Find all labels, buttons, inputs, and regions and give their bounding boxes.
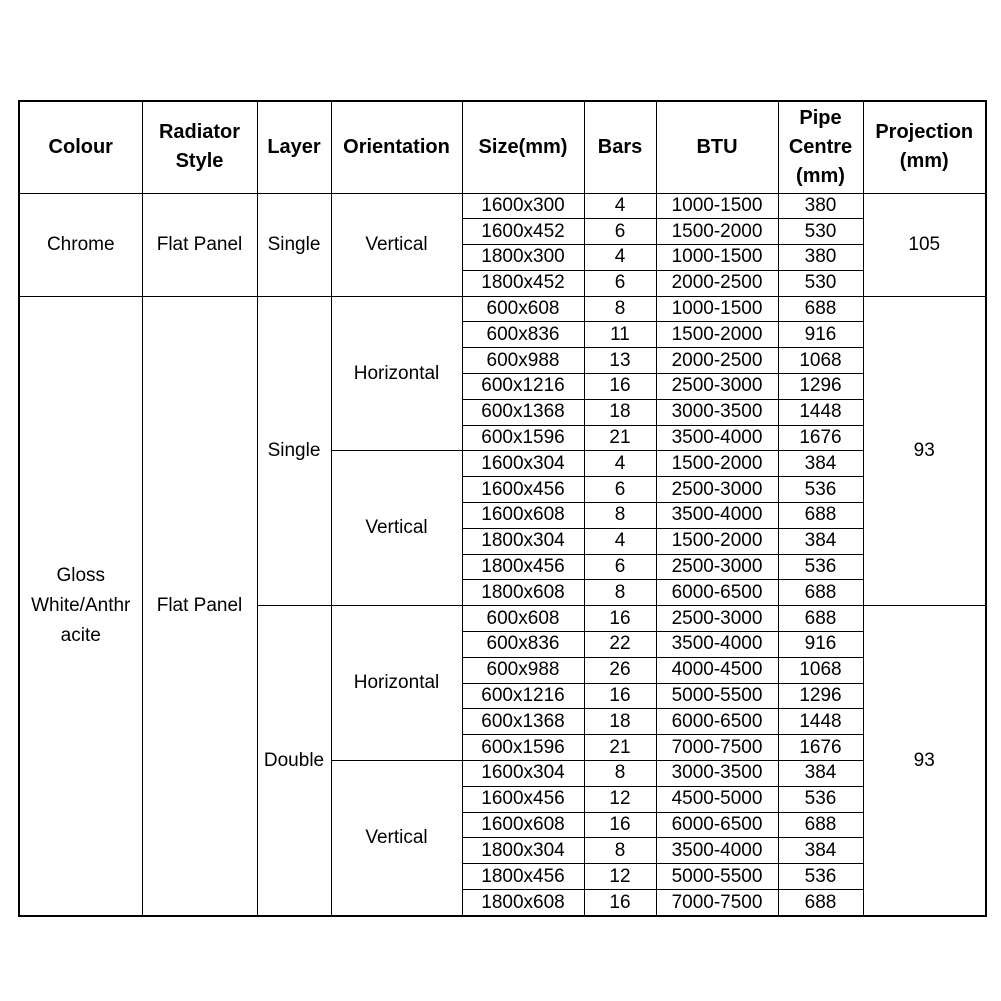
header-btu: BTU xyxy=(656,101,778,193)
bars-cell: 4 xyxy=(584,528,656,554)
pipe-centre-cell: 688 xyxy=(778,890,863,916)
pipe-centre-cell: 688 xyxy=(778,580,863,606)
btu-cell: 2500-3000 xyxy=(656,374,778,400)
bars-cell: 4 xyxy=(584,451,656,477)
size-cell: 600x836 xyxy=(462,322,584,348)
btu-cell: 2500-3000 xyxy=(656,606,778,632)
bars-cell: 12 xyxy=(584,864,656,890)
size-cell: 1600x300 xyxy=(462,193,584,219)
bars-cell: 16 xyxy=(584,890,656,916)
header-bars: Bars xyxy=(584,101,656,193)
orientation-cell: Vertical xyxy=(331,193,462,296)
pipe-centre-cell: 384 xyxy=(778,761,863,787)
header-colour: Colour xyxy=(19,101,142,193)
orientation-cell: Horizontal xyxy=(331,296,462,451)
orientation-cell: Horizontal xyxy=(331,606,462,761)
btu-cell: 1000-1500 xyxy=(656,296,778,322)
size-cell: 1800x456 xyxy=(462,554,584,580)
pipe-centre-cell: 1068 xyxy=(778,348,863,374)
btu-cell: 7000-7500 xyxy=(656,890,778,916)
size-cell: 1600x452 xyxy=(462,219,584,245)
header-radiator-style: Radiator Style xyxy=(142,101,257,193)
pipe-centre-cell: 384 xyxy=(778,528,863,554)
pipe-centre-cell: 1676 xyxy=(778,735,863,761)
orientation-cell: Vertical xyxy=(331,761,462,916)
colour-text: Gloss White/Anthracite xyxy=(31,564,131,646)
bars-cell: 6 xyxy=(584,554,656,580)
size-cell: 1800x608 xyxy=(462,580,584,606)
pipe-centre-cell: 1296 xyxy=(778,683,863,709)
colour-cell: Chrome xyxy=(19,193,142,296)
bars-cell: 6 xyxy=(584,219,656,245)
style-cell: Flat Panel xyxy=(142,296,257,916)
size-cell: 1600x304 xyxy=(462,761,584,787)
pipe-centre-cell: 1296 xyxy=(778,374,863,400)
size-cell: 1800x304 xyxy=(462,838,584,864)
pipe-centre-cell: 688 xyxy=(778,503,863,529)
btu-cell: 3500-4000 xyxy=(656,632,778,658)
header-projection: Projection (mm) xyxy=(863,101,986,193)
bars-cell: 16 xyxy=(584,374,656,400)
pipe-centre-cell: 1448 xyxy=(778,709,863,735)
btu-cell: 3500-4000 xyxy=(656,503,778,529)
btu-cell: 6000-6500 xyxy=(656,580,778,606)
bars-cell: 18 xyxy=(584,399,656,425)
size-cell: 600x988 xyxy=(462,657,584,683)
pipe-centre-cell: 536 xyxy=(778,554,863,580)
btu-cell: 6000-6500 xyxy=(656,812,778,838)
bars-cell: 16 xyxy=(584,812,656,838)
btu-cell: 2500-3000 xyxy=(656,477,778,503)
bars-cell: 6 xyxy=(584,270,656,296)
pipe-centre-cell: 530 xyxy=(778,270,863,296)
btu-cell: 6000-6500 xyxy=(656,709,778,735)
btu-cell: 5000-5500 xyxy=(656,864,778,890)
size-cell: 1600x608 xyxy=(462,503,584,529)
size-cell: 600x1596 xyxy=(462,735,584,761)
projection-cell: 93 xyxy=(863,296,986,606)
header-orientation: Orientation xyxy=(331,101,462,193)
bars-cell: 4 xyxy=(584,193,656,219)
spec-table xyxy=(18,100,987,917)
projection-cell: 93 xyxy=(863,606,986,916)
pipe-centre-cell: 380 xyxy=(778,245,863,271)
bars-cell: 16 xyxy=(584,606,656,632)
size-cell: 600x1368 xyxy=(462,399,584,425)
pipe-centre-cell: 916 xyxy=(778,322,863,348)
btu-cell: 1500-2000 xyxy=(656,219,778,245)
bars-cell: 8 xyxy=(584,580,656,606)
bars-cell: 8 xyxy=(584,838,656,864)
bars-cell: 21 xyxy=(584,735,656,761)
bars-cell: 12 xyxy=(584,786,656,812)
pipe-centre-cell: 536 xyxy=(778,477,863,503)
bars-cell: 26 xyxy=(584,657,656,683)
bars-cell: 6 xyxy=(584,477,656,503)
pipe-centre-cell: 384 xyxy=(778,838,863,864)
pipe-centre-cell: 536 xyxy=(778,864,863,890)
bars-cell: 8 xyxy=(584,503,656,529)
bars-cell: 11 xyxy=(584,322,656,348)
header-pipe-centre: Pipe Centre (mm) xyxy=(778,101,863,193)
btu-cell: 7000-7500 xyxy=(656,735,778,761)
style-cell: Flat Panel xyxy=(142,193,257,296)
pipe-centre-cell: 1068 xyxy=(778,657,863,683)
size-cell: 1800x452 xyxy=(462,270,584,296)
size-cell: 600x836 xyxy=(462,632,584,658)
size-cell: 600x1216 xyxy=(462,374,584,400)
bars-cell: 21 xyxy=(584,425,656,451)
size-cell: 600x608 xyxy=(462,296,584,322)
bars-cell: 4 xyxy=(584,245,656,271)
size-cell: 1600x608 xyxy=(462,812,584,838)
btu-cell: 4500-5000 xyxy=(656,786,778,812)
table-row xyxy=(19,296,986,322)
table-row xyxy=(19,193,986,219)
btu-cell: 5000-5500 xyxy=(656,683,778,709)
bars-cell: 22 xyxy=(584,632,656,658)
size-cell: 1800x304 xyxy=(462,528,584,554)
btu-cell: 3500-4000 xyxy=(656,425,778,451)
size-cell: 1600x304 xyxy=(462,451,584,477)
pipe-centre-cell: 380 xyxy=(778,193,863,219)
header-size: Size(mm) xyxy=(462,101,584,193)
pipe-centre-cell: 688 xyxy=(778,812,863,838)
btu-cell: 1500-2000 xyxy=(656,322,778,348)
pipe-centre-cell: 688 xyxy=(778,606,863,632)
btu-cell: 2000-2500 xyxy=(656,348,778,374)
size-cell: 1600x456 xyxy=(462,477,584,503)
pipe-centre-cell: 530 xyxy=(778,219,863,245)
projection-cell: 105 xyxy=(863,193,986,296)
pipe-centre-cell: 916 xyxy=(778,632,863,658)
btu-cell: 1000-1500 xyxy=(656,193,778,219)
btu-cell: 3000-3500 xyxy=(656,761,778,787)
orientation-cell: Vertical xyxy=(331,451,462,606)
pipe-centre-cell: 1676 xyxy=(778,425,863,451)
layer-cell: Double xyxy=(257,606,331,916)
bars-cell: 18 xyxy=(584,709,656,735)
bars-cell: 13 xyxy=(584,348,656,374)
bars-cell: 8 xyxy=(584,296,656,322)
btu-cell: 4000-4500 xyxy=(656,657,778,683)
bars-cell: 8 xyxy=(584,761,656,787)
size-cell: 1600x456 xyxy=(462,786,584,812)
btu-cell: 1500-2000 xyxy=(656,451,778,477)
pipe-centre-cell: 536 xyxy=(778,786,863,812)
colour-cell xyxy=(19,296,142,916)
pipe-centre-cell: 1448 xyxy=(778,399,863,425)
size-cell: 1800x608 xyxy=(462,890,584,916)
size-cell: 600x1596 xyxy=(462,425,584,451)
btu-cell: 1000-1500 xyxy=(656,245,778,271)
header-row xyxy=(19,101,986,193)
pipe-centre-cell: 688 xyxy=(778,296,863,322)
btu-cell: 2000-2500 xyxy=(656,270,778,296)
layer-cell: Single xyxy=(257,193,331,296)
header-layer: Layer xyxy=(257,101,331,193)
size-cell: 600x988 xyxy=(462,348,584,374)
btu-cell: 3000-3500 xyxy=(656,399,778,425)
size-cell: 600x1216 xyxy=(462,683,584,709)
layer-cell: Single xyxy=(257,296,331,606)
btu-cell: 2500-3000 xyxy=(656,554,778,580)
size-cell: 1800x456 xyxy=(462,864,584,890)
btu-cell: 3500-4000 xyxy=(656,838,778,864)
size-cell: 600x1368 xyxy=(462,709,584,735)
size-cell: 600x608 xyxy=(462,606,584,632)
size-cell: 1800x300 xyxy=(462,245,584,271)
bars-cell: 16 xyxy=(584,683,656,709)
btu-cell: 1500-2000 xyxy=(656,528,778,554)
pipe-centre-cell: 384 xyxy=(778,451,863,477)
